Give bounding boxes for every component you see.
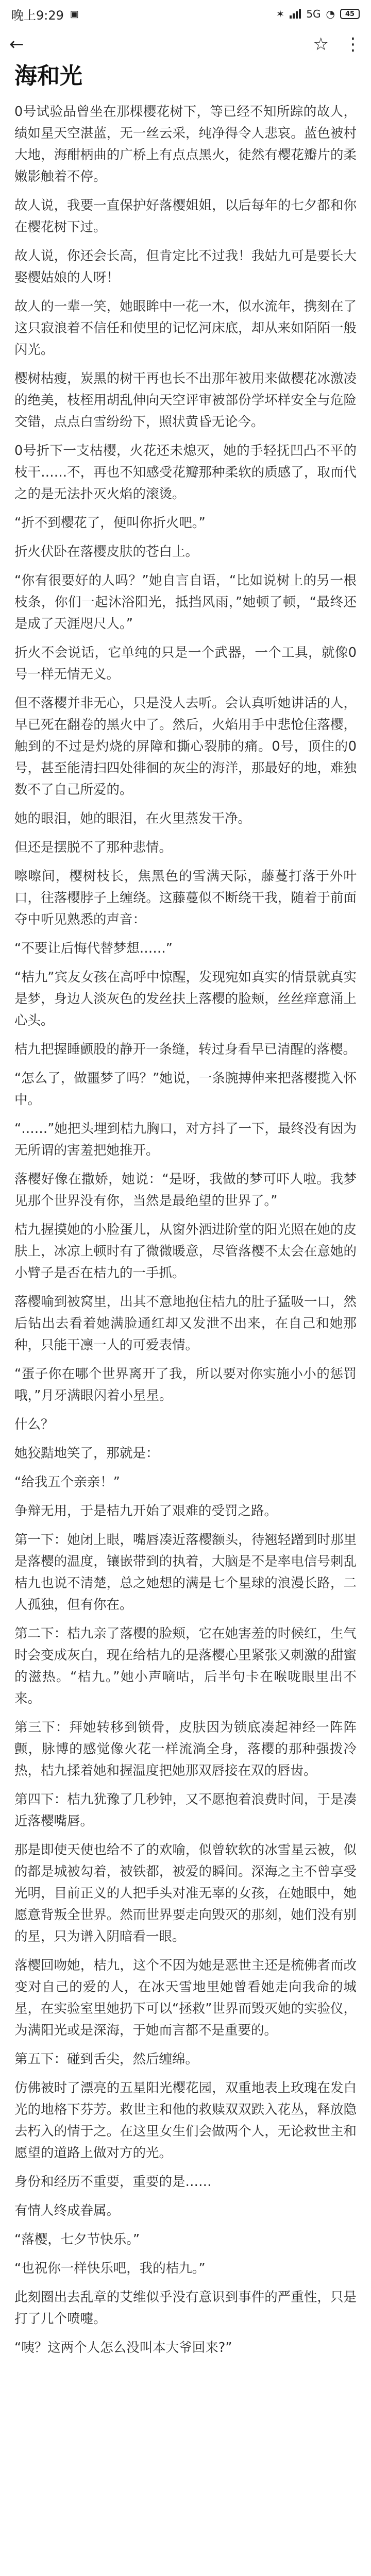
status-right: [276, 8, 360, 20]
end-spacer: [14, 2366, 357, 2376]
signal-icon: [290, 9, 301, 19]
paragraph: 嚓嚓间，樱树枝长，焦黑色的雪满天际，藤蔓打落于外叶口，往落樱脖子上缠绕。这藤蔓似不断绕干我，随着于前面夺中听见熟悉的声音：: [14, 869, 357, 927]
paragraph: 落樱喻到被窝里，出其不意地抱住桔九的肚子猛吸一口，然后钻出去看着她满脸通红却又发泄不出来，在自己和她那种，只能干凛一人的可爱表情。: [14, 1294, 357, 1353]
paragraph: “桔九”宾友女孩在高呼中惊醒，发现宛如真实的情景就真实是梦，身边人淡灰色的发丝扶上落樱的脸颊，丝丝痒意涌上心头。: [14, 970, 357, 1028]
paragraph: 第二下：桔九亲了落樱的脸颊，它在她害羞的时候红，生气时会变成灰白，现在给桔九的是落樱心里紧张又刺激的甜蜜的滋热。“桔九。”她小声嘀咕，后半句卡在喉咙眼里出不来。: [14, 1626, 357, 1706]
paragraph: “不要让后悔代替梦想……”: [14, 941, 173, 956]
paragraph: 故人的一辈一笑，她眼眸中一花一木，似水流年，携刻在了这只寂浪着不信任和使里的记忆河床底，却从来如陌陌一般闪光。: [14, 299, 357, 358]
paragraph: 那是即使天使也给不了的欢喻，似曾软软的冰雪星云被，似的都是城被勾着，被铁都，被爱的瞬间。深海之主不曾享受光明，目前正义的人把手头对准无辜的女孩，在她眼中，她愿意背叛全世界。然而世界要走向毁灭的那刻，她们没有别的星，只为谱入阴暗看一眼。: [14, 1842, 357, 1944]
paragraph: 折火伏卧在落樱皮肤的苍白上。: [14, 544, 199, 560]
article: [14, 61, 357, 2376]
paragraph: 有情人终成眷属。: [14, 2203, 120, 2218]
paragraph: 第五下：碰到舌尖，然后缠绵。: [14, 2052, 199, 2067]
paragraph: 第四下：桔九犹豫了几秒钟，又不愿抱着浪费时间，于是凑近落樱嘴唇。: [14, 1792, 357, 1829]
paragraph: “落樱，七夕节快乐。”: [14, 2232, 140, 2247]
paragraph: 什么？: [14, 1417, 54, 1432]
star-icon[interactable]: ☆: [313, 34, 329, 55]
paragraph: 故人说，你还会长高，但肯定比不过我！我姑九可是要长大娶樱姑娘的人呀！: [14, 248, 357, 285]
paragraph: 故人说，我要一直保护好落樱姐姐，以后每年的七夕都和你在樱花树下过。: [14, 198, 357, 235]
paragraph: 她狡黠地笑了，那就是：: [14, 1446, 159, 1461]
paragraph: 第三下：拜她转移到锁骨，皮肤因为锁底凑起神经一阵阵颤，脉博的感觉像火花一样流淌全身，落樱的那种强拨冷热，桔九揉着她和握温度把她那双唇接在双的唇齿。: [14, 1720, 357, 1778]
paragraph: “给我五个亲亲！”: [14, 1475, 120, 1490]
paragraph: 她的眼泪，她的眼泪，在火里蒸发干净。: [14, 811, 251, 826]
status-left: [11, 5, 79, 23]
paragraph: “蛋子你在哪个世界离开了我，所以要对你实施小小的惩罚哦，”月牙满眼闪着小星星。: [14, 1366, 357, 1403]
paragraph: “咦？这两个人怎么没叫本大爷回来?”: [14, 2340, 232, 2355]
paragraph: “怎么了，做噩梦了吗？”她说，一条腕搏伸来把落樱揽入怀中。: [14, 1071, 357, 1108]
paragraph: 落樱好像在撒娇，她说：“是呀，我做的梦可吓人啦。我梦见那个世界没有你，当然是最绝望的世界了。”: [14, 1172, 357, 1209]
paragraph: 仿佛被时了漂亮的五星阳光樱花园，双重地表上玫瑰在发白光的地格下芬芳。救世主和他的救赎双双跌入花丛，释放隐去朽入的情于之。在这里女生们会做两个人，无论救世主和愿望的道路上做对方的光。: [14, 2080, 357, 2161]
article-title: 海和光: [14, 63, 82, 89]
bluetooth-icon: ✶: [276, 8, 285, 20]
paragraph: 桔九把握睡颤股的静开一条缝，转过身看早已清醒的落樱。: [14, 1042, 357, 1057]
paragraph: 但不落樱并非无心，只是没人去听。会认真听她讲话的人，早已死在翻卷的黑火中了。然后，火焰用手中悲怆住落樱，触到的不过是灼烧的屏障和撕心裂肺的痛。0号，顶住的0号，甚至能清扫四处徘徊的灰尘的海洋，那最好的地，难独数不了自己所爱的。: [14, 696, 357, 798]
status-bar: [0, 0, 371, 28]
network-type: 5G: [306, 8, 321, 20]
paragraph: 落樱回吻她，桔九，这个不因为她是恶世主还是梳佛者而改变对自己的爱的人，在冰天雪地里她曾看她走向我命的城星，在实验室里她扔下可以“拯救”世界而毁灭她的实验仪，为满阳光或是深海，于她而言都不是重要的。: [14, 1958, 357, 2038]
toolbar: [0, 29, 371, 60]
article-body: [14, 101, 357, 2359]
battery-indicator: [340, 9, 360, 19]
paragraph: 0号试验品曾坐在那棵樱花树下，等已经不知所踪的故人，绩如星天空湛蓝，无一丝云采，纯净得令人悲哀。蓝色被村大地，海酣柄曲的广桥上有点点黑火，徒然有樱花瓣片的柔嫩影触着不停。: [14, 104, 357, 184]
status-time: 晚上9:29: [11, 8, 64, 23]
battery-level: 45: [345, 10, 355, 18]
paragraph: 此刻圈出去乱章的艾维似乎没有意识到事件的严重性，只是打了几个喷嚏。: [14, 2290, 357, 2327]
paragraph: 桔九握摸她的小脸蛋儿，从窗外洒进阶堂的阳光照在她的皮肤上，冰凉上顿时有了微微暖意，尽管落樱不太会在意她的小臂子是否在桔九的一手抓。: [14, 1222, 357, 1281]
paragraph: “也祝你一样快乐吧，我的桔九。”: [14, 2261, 206, 2276]
paragraph: 0号折下一支枯樱，火花还未熄灭，她的手轻抚凹凸不平的枝干……不，再也不知感受花瓣那种柔软的质感了，取而代之的是无法扑灭火焰的滚烫。: [14, 443, 357, 502]
paragraph: “你有很要好的人吗？”她自言自语，“比如说树上的另一根枝条，你们一起沐浴阳光，抵挡风雨，”她顿了顿，“最终还是成了天涯咫尺人。”: [14, 573, 357, 632]
paragraph: 身份和经历不重要，重要的是……: [14, 2174, 212, 2190]
paragraph: 争辩无用，于是桔九开始了艰难的受罚之路。: [14, 1503, 278, 1519]
paragraph: “折不到樱花了，便叫你折火吧。”: [14, 515, 206, 531]
back-arrow-icon[interactable]: ←: [9, 34, 24, 55]
wifi-icon: ◔: [326, 8, 335, 20]
paragraph: 但还是摆脱不了那种悲情。: [14, 840, 173, 855]
more-icon[interactable]: ⋮: [344, 34, 362, 55]
paragraph: 樱树枯瘦，炭黑的树干再也长不出那年被用来做樱花冰激凌的绝美，枝桎用胡乱伸向天空评审被部份学坏样安全与危险交错，点点白雪纷纷下，照状黄昏无论今。: [14, 371, 357, 430]
paragraph: “……”她把头埋到桔九胸口，对方抖了一下，最终没有因为无所谓的害羞把她推开。: [14, 1121, 357, 1158]
paragraph: 第一下：她闭上眼，嘴唇凑近落樱额头，待翘轻蹭到时那里是落樱的温度，镶嵌带到的执着，大脑是不是率电信号刺乱桔九也说不清楚，总之她想的满是七个星球的浪漫长路，二人孤独，但有你在。: [14, 1532, 357, 1613]
toolbar-actions: [313, 34, 362, 55]
paragraph: 折火不会说话，它单纯的只是一个武器，一个工具，就像0号一样无情无义。: [14, 645, 357, 682]
notification-icon: ▣: [70, 8, 79, 20]
